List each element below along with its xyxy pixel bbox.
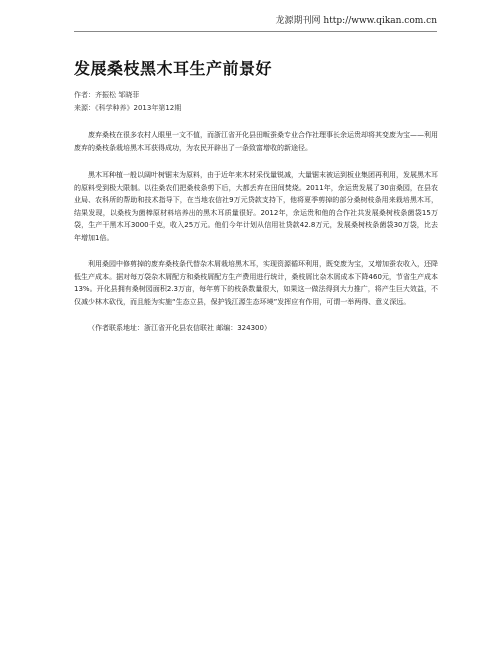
article-title: 发展桑枝黑木耳生产前景好 — [74, 59, 273, 78]
contact-line: （作者联系地址：浙江省开化县农信联社 邮编：324300） — [88, 324, 271, 332]
source-line: 来源：《科学种养》2013年第12期 — [74, 104, 182, 112]
paragraph-3: 利用桑园中修剪掉的废弃桑枝条代替杂木屑栽培黑木耳，实现资源循环利用，既变废为宝，又增加蚕农收入，还降低生产成本。据对每万袋杂木屑配方和桑枝屑配方生产费用进行统计，桑枝屑比杂木屑成本下降460元，节省生产成本13%。开化县拥有桑树园面积2.3万亩，每年剪下的枝条数量很大，如果这一做法得到大力推广，将产生巨大效益，不仅减少林木砍伐，而且能为实施“生态立县，保护钱江源生态环境”发挥应有作用，可谓一举两得、意义深远。 — [74, 260, 438, 306]
site-header-text: 龙源期刊网 http://www.qikan.com.cn — [275, 16, 437, 26]
paragraph-1: 废弃桑枝在很多农村人眼里一文不值，而浙江省开化县田畈蚕桑专业合作社理事长余运贵却将其变废为宝——利用废弃的桑枝条栽培黑木耳获得成功，为农民开辟出了一条致富增收的新途径。 — [74, 131, 438, 152]
article — [74, 58, 438, 335]
page-header — [74, 13, 437, 32]
author-line: 作者：齐振松 邹晓菲 — [74, 91, 140, 99]
paragraph-2: 黑木耳种植一般以阔叶树锯末为原料，由于近年来木材采伐量锐减，大量锯末被运到板业集团再利用，发展黑木耳的原料受到极大限制。以往桑农们把桑枝条剪下后，大都丢弃在田间焚烧。2011年，余运贵发展了30亩桑园，在县农业局、农科所的帮助和技术指导下，在当地农信社9万元贷款支持下，他将夏季剪掉的部分桑树枝条用来栽培黑木耳，结果发现，以桑枝为菌棒原材料培养出的黑木耳质量很好。2012年，余运贵和他的合作社共发展桑树枝条菌袋15万袋，生产干黑木耳3000千克，收入25万元。他们今年计划从信用社贷款42.8万元，发展桑树枝条菌袋30万袋，比去年增加1倍。 — [74, 171, 438, 242]
